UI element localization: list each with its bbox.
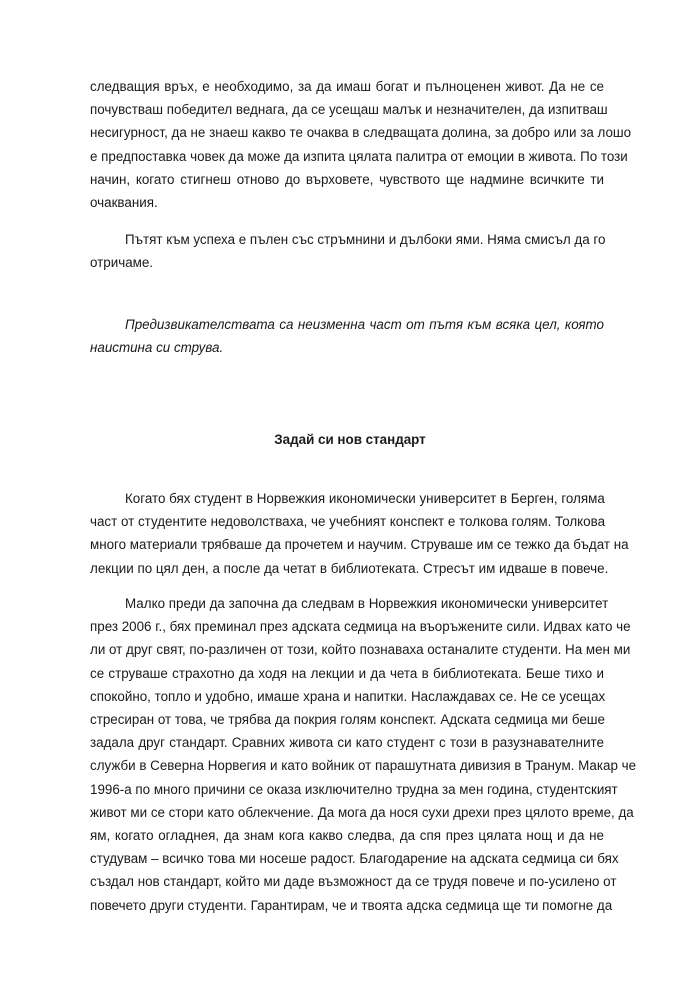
paragraph-line: повечето други студенти. Гарантирам, че и твоята адска седмица ще ти помогне да: [90, 897, 613, 913]
paragraph-2: [90, 228, 604, 274]
quote-line: Предизвикателствата са неизменна част от пътя към всяка цел, която: [125, 317, 604, 332]
paragraph-line: 1996-а по много причини се оказа изключително трудна за мен година, студентският: [90, 781, 618, 797]
paragraph-3: [90, 487, 629, 580]
paragraph-line: почувстваш победител веднага, да се усещаш малък и незначителен, да изпитваш: [90, 102, 608, 118]
paragraph-line: задала друг стандарт. Сравних живота си като студент с този в разузнавателните: [90, 735, 604, 751]
paragraph-line: начин, когато стигнеш отново до върховете, чувството ще надмине всичките ти: [90, 171, 604, 187]
paragraph-line: много материали трябваше да прочетем и научим. Струваше им се тежко да бъдат на: [90, 537, 629, 553]
paragraph-line: през 2006 г., бях преминал през адската седмица на въоръжените сили. Идвах като че: [90, 619, 631, 635]
section-heading: Задай си нов стандарт: [274, 432, 426, 447]
paragraph-line: ли от друг свят, по-различен от този, който познаваха останалите студенти. На мен ми: [90, 642, 631, 658]
paragraph-line: живот ми се стори като облекчение. Да мога да нося сухи дрехи през цялото време, да: [90, 804, 634, 820]
paragraph-line: Малко преди да започна да следвам в Норвежкия икономически университет: [125, 596, 609, 611]
paragraph-4: [90, 592, 637, 917]
paragraph-line: следващия връх, е необходимо, за да имаш богат и пълноценен живот. Да не се: [90, 79, 604, 94]
paragraph-line: служби в Северна Норвегия и като войник от парашутната дивизия в Транум. Макар че: [90, 758, 637, 774]
paragraph-line: стресиран от това, че трябва да покрия голям конспект. Адската седмица ми беше: [90, 712, 605, 728]
paragraph-line: част от студентите недоволстваха, че учебният конспект е толкова голям. Толкова: [90, 514, 606, 530]
paragraph-line: създал нов стандарт, който ми даде възможност да се трудя повече и по-усилено от: [90, 874, 617, 890]
paragraph-line: студувам – всичко това ми носеше радост. Благодарение на адската седмица си бях: [90, 851, 619, 867]
paragraph-line: спокойно, топло и удобно, имаше храна и напитки. Наслаждавах се. Не се усещах: [90, 688, 606, 704]
italic-quote: [90, 313, 604, 359]
paragraph-line: Пътят към успеха е пълен със стръмнини и дълбоки ями. Няма смисъл да го: [125, 232, 606, 247]
paragraph-line: очаквания.: [90, 195, 158, 211]
paragraph-line: Когато бях студент в Норвежкия икономически университет в Берген, голяма: [125, 491, 605, 506]
paragraph-line: се струваше страхотно да ходя на лекции и да чета в библиотеката. Беше тихо и: [90, 665, 604, 681]
paragraph-1: [90, 75, 632, 214]
paragraph-line: лекции по цял ден, а после да четат в библиотеката. Стресът им идваше в повече.: [90, 560, 609, 576]
paragraph-line: е предпоставка човек да може да изпита цялата палитра от емоции в живота. По този: [90, 148, 628, 164]
paragraph-line: отричаме.: [90, 255, 154, 271]
quote-line: наистина си струва.: [90, 340, 224, 356]
paragraph-line: несигурност, да не знаеш какво те очаква в следващата долина, за добро или за лошо: [90, 125, 632, 141]
paragraph-line: ям, когато огладнея, да знам кога какво следва, да спя през цялата нощ и да не: [90, 828, 604, 844]
